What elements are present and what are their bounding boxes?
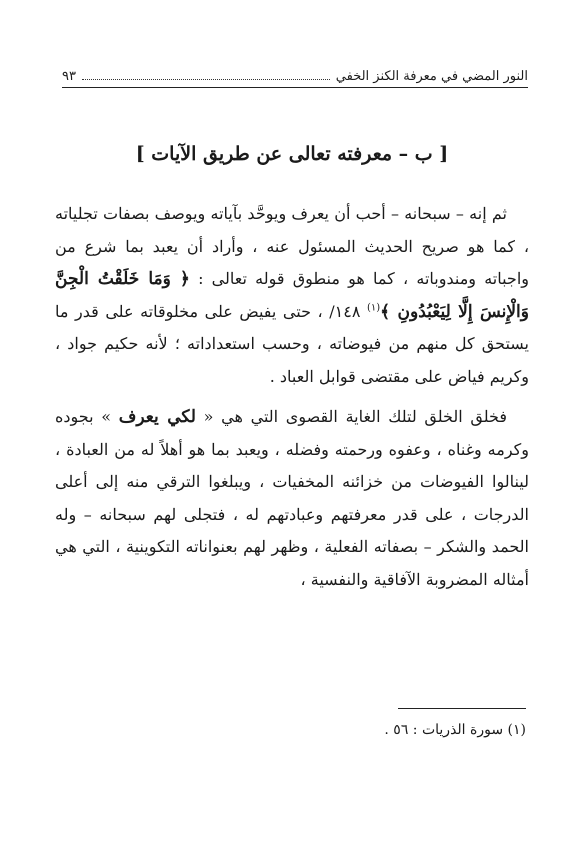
section-heading: [ ب – معرفته تعالى عن طريق الآيات ] (135, 143, 449, 165)
body-text (55, 198, 529, 596)
footnote-divider (398, 708, 526, 709)
paragraph-1-part-2: ١٤٨/ ، حتى يفيض على مخلوقاته على قدر ما يستحق كل منهم من فيوضاته ، وحسب استعداداته ؛ لأنه حكيم جواد ، وكريم فياض على مقتضى قوابل العباد . (55, 301, 529, 386)
paragraph-2 (55, 401, 529, 596)
paragraph-1-part-1: ثم إنه – سبحانه – أحب أن يعرف ويوحَّد بآياته ويوصف بصفات تجلياته ، كما هو صريح الحديث المسئول عنه ، وأراد أن يعبد بما شرع من واجباته ومندوباته ، كما هو منطوق قوله تعالى : (55, 204, 530, 288)
page-number: ٩٣ (62, 69, 76, 84)
paragraph-2-part-1: فخلق الخلق لتلك الغاية القصوى التي هي « (203, 407, 507, 426)
emphasis-phrase: لكي يعرف (118, 407, 196, 427)
footnote: (١) سورة الذريات : ٥٦ . (384, 722, 526, 738)
quran-verse: ﴿ وَمَا خَلَقْتُ الْجِنَّ وَالْإِنسَ إِلَّا لِيَعْبُدُونِ ﴾ (55, 269, 529, 322)
paragraph-1 (55, 198, 529, 393)
paragraph-2-part-2: » بجوده وكرمه وغناه ، وعفوه ورحمته وفضله ، ويعبد بما هو أهلاً له من العبادة ، لينالوا الفيوضات من خزائنه المخفيات ، ويبلغوا الترقي منه إلى أعلى الدرجات ، على قدر معرفتهم وعبادتهم له ، فتجلى لهم سبحانه – وله الحمد والشكر – بصفاته الفعلية ، وظهر لهم بعنواناته التكوينية ، التي هي أمثاله المضروبة الآفاقية والنفسية ، (55, 407, 529, 589)
running-header-title: النور المضي في معرفة الكنز الخفي (335, 69, 528, 84)
footnote-reference: (١) (366, 302, 381, 314)
running-header (62, 62, 528, 88)
leader-dots (82, 78, 330, 80)
